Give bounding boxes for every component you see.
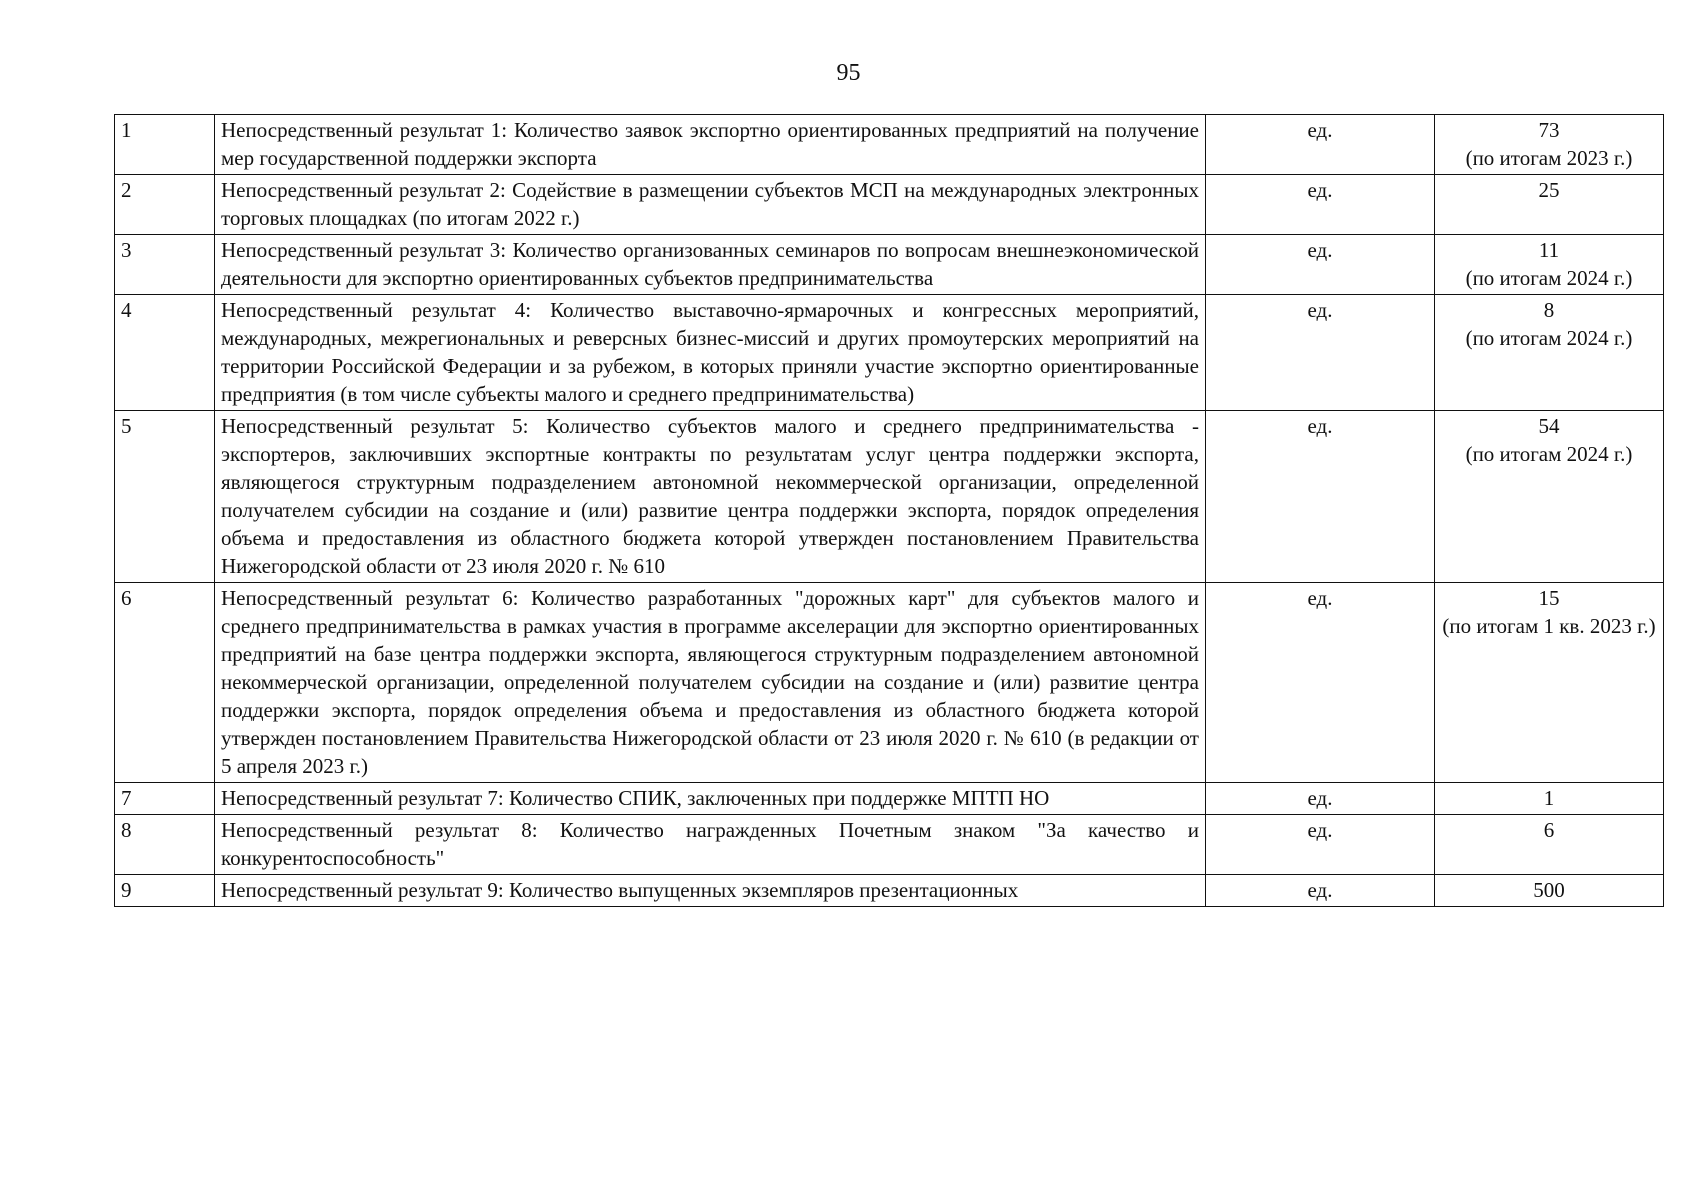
table-row <box>115 235 1664 295</box>
table-row <box>115 411 1664 583</box>
unit-cell: ед. <box>1206 175 1435 235</box>
unit-cell: ед. <box>1206 875 1435 907</box>
result-description: Непосредственный результат 7: Количество СПИК, заключенных при поддержке МПТП НО <box>215 783 1206 815</box>
value-note: (по итогам 2024 г.) <box>1465 442 1633 466</box>
value-note: (по итогам 1 кв. 2023 г.) <box>1442 614 1656 638</box>
result-description: Непосредственный результат 9: Количество выпущенных экземпляров презентационных <box>215 875 1206 907</box>
unit-cell: ед. <box>1206 783 1435 815</box>
result-description: Непосредственный результат 2: Содействие в размещении субъектов МСП на международных электронных торговых площадках (по итогам 2022 г.) <box>215 175 1206 235</box>
results-table <box>114 114 1664 907</box>
value-cell <box>1435 175 1664 235</box>
unit-cell: ед. <box>1206 115 1435 175</box>
row-number: 7 <box>115 783 215 815</box>
value-note: (по итогам 2024 г.) <box>1465 266 1633 290</box>
row-number: 8 <box>115 815 215 875</box>
table-row <box>115 875 1664 907</box>
result-description: Непосредственный результат 4: Количество выставочно-ярмарочных и конгрессных мероприятий, международных, межрегиональных и реверсных бизнес-миссий и других промоутерских мероприятий на территории Российской Федерации и за рубежом, в которых приняли участие экспортно ориентированные предприятия (в том числе субъекты малого и среднего предпринимательства) <box>215 295 1206 411</box>
value-number: 8 <box>1543 298 1555 322</box>
value-number: 54 <box>1538 414 1560 438</box>
value-cell <box>1435 411 1664 583</box>
row-number: 9 <box>115 875 215 907</box>
result-description: Непосредственный результат 8: Количество награжденных Почетным знаком "За качество и конкурентоспособность" <box>215 815 1206 875</box>
value-cell <box>1435 783 1664 815</box>
row-number: 2 <box>115 175 215 235</box>
value-cell <box>1435 235 1664 295</box>
value-number: 15 <box>1538 586 1560 610</box>
unit-cell: ед. <box>1206 235 1435 295</box>
table-row <box>115 783 1664 815</box>
table-row <box>115 175 1664 235</box>
value-number: 500 <box>1533 878 1565 902</box>
value-number: 73 <box>1538 118 1560 142</box>
table-row <box>115 815 1664 875</box>
page-number: 95 <box>836 60 861 86</box>
row-number: 5 <box>115 411 215 583</box>
table-row <box>115 583 1664 783</box>
result-description: Непосредственный результат 1: Количество заявок экспортно ориентированных предприятий на получение мер государственной поддержки экспорта <box>215 115 1206 175</box>
unit-cell: ед. <box>1206 815 1435 875</box>
result-description: Непосредственный результат 5: Количество субъектов малого и среднего предпринимательства - экспортеров, заключивших экспортные контракты по результатам услуг центра поддержки экспорта, являющегося структурным подразделением автономной некоммерческой организации, определенной получателем субсидии на создание и (или) развитие центра поддержки экспорта, порядок определения объема и предоставления из областного бюджета которой утвержден постановлением Правительства Нижегородской области от 23 июля 2020 г. № 610 <box>215 411 1206 583</box>
row-number: 1 <box>115 115 215 175</box>
value-cell <box>1435 815 1664 875</box>
unit-cell: ед. <box>1206 295 1435 411</box>
value-note: (по итогам 2024 г.) <box>1465 326 1633 350</box>
result-description: Непосредственный результат 6: Количество разработанных "дорожных карт" для субъектов малого и среднего предпринимательства в рамках участия в программе акселерации для экспортно ориентированных предприятий на базе центра поддержки экспорта, являющегося структурным подразделением автономной некоммерческой организации, определенной получателем субсидии на создание и (или) развитие центра поддержки экспорта, порядок определения объема и предоставления из областного бюджета которой утвержден постановлением Правительства Нижегородской области от 23 июля 2020 г. № 610 (в редакции от 5 апреля 2023 г.) <box>215 583 1206 783</box>
row-number: 6 <box>115 583 215 783</box>
table-row <box>115 115 1664 175</box>
unit-cell: ед. <box>1206 583 1435 783</box>
table-row <box>115 295 1664 411</box>
value-number: 25 <box>1538 178 1560 202</box>
value-cell <box>1435 295 1664 411</box>
value-cell <box>1435 583 1664 783</box>
value-number: 6 <box>1543 818 1555 842</box>
value-number: 11 <box>1538 238 1560 262</box>
value-cell <box>1435 115 1664 175</box>
unit-cell: ед. <box>1206 411 1435 583</box>
value-number: 1 <box>1543 786 1555 810</box>
row-number: 3 <box>115 235 215 295</box>
result-description: Непосредственный результат 3: Количество организованных семинаров по вопросам внешнеэкономической деятельности для экспортно ориентированных субъектов предпринимательства <box>215 235 1206 295</box>
value-note: (по итогам 2023 г.) <box>1465 146 1633 170</box>
row-number: 4 <box>115 295 215 411</box>
value-cell <box>1435 875 1664 907</box>
